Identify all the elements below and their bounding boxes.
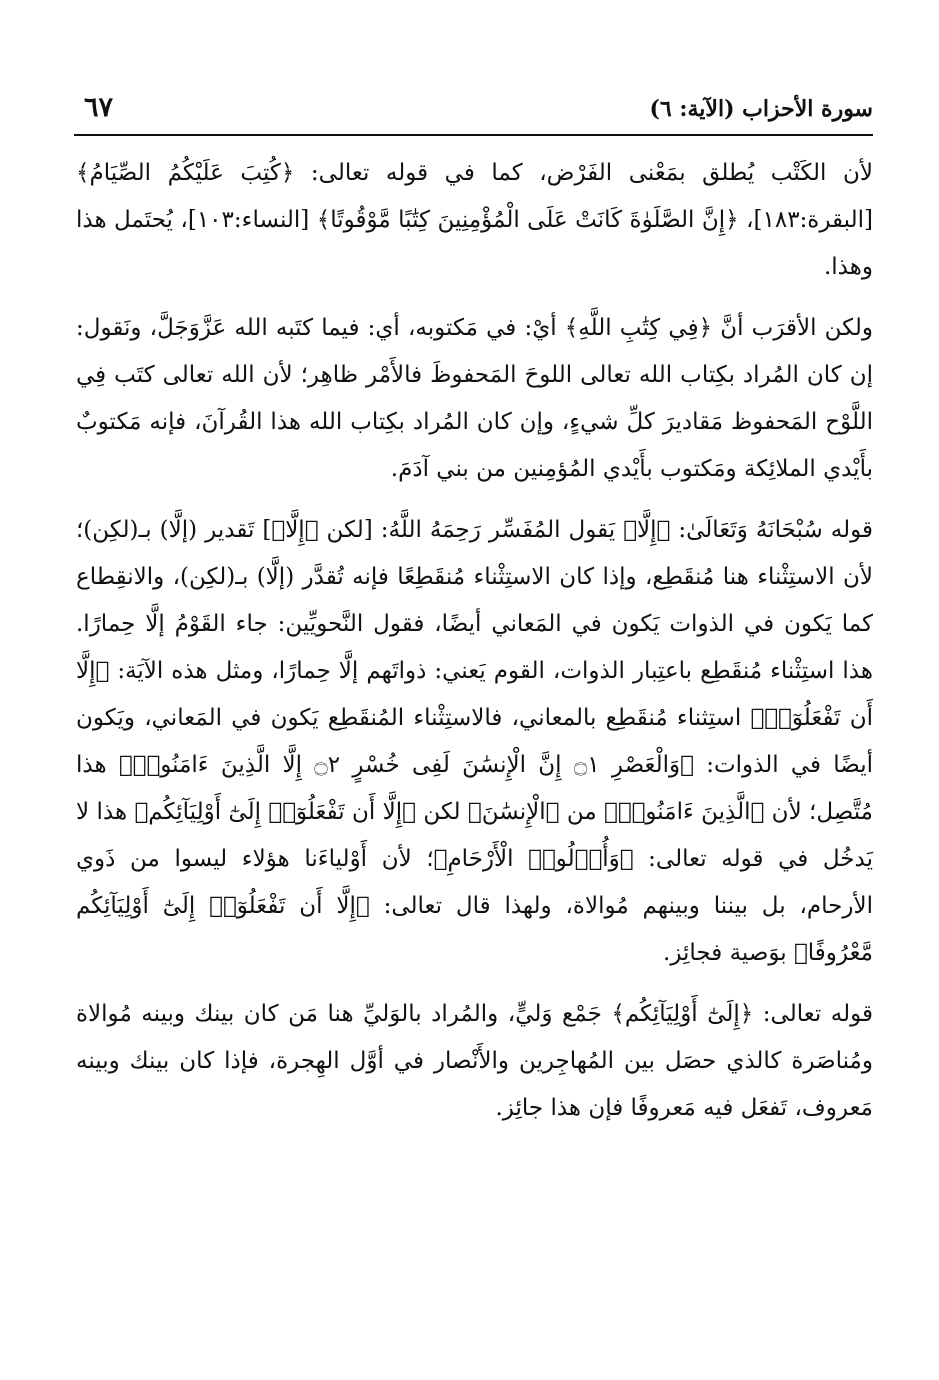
paragraph-2: ولكن الأقرَب أنَّ ﴿فِي كِتَٰبِ اللَّهِ﴾ أيْ: في مَكتوبه، أي: فيما كتَبه الله عَزَّوَجَلَّ، ونَقول: إن كان المُراد بكِتاب الله تعالى اللوحَ المَحفوظَ فالأَمْر ظاهِر؛ لأن الله تعالى كتَب فِي اللَّوْح المَحفوظ مَقاديرَ كلِّ شيءٍ، وإن كان المُراد بكِتاب الله هذا القُرآنَ، فإنه مَكتوبٌ بأَيْدي الملائِكة ومَكتوب بأَيْدي المُؤمِنين من بني آدَمَ. xyxy=(76,315,873,482)
surah-title: سورة الأحزاب (الآية: ٦) xyxy=(649,96,873,122)
page-header xyxy=(74,92,873,132)
paragraph-4: قوله تعالى: ﴿إِلَىٰٓ أَوْلِيَآئِكُم﴾ جَمْع وَليٍّ، والمُراد بالوَليِّ هنا مَن كان بينك وبينه مُوالاة ومُناصَرة كالذي حصَل بين المُهاجِرين والأَنْصار في أوَّل الهِجرة، فإذا كان بينك وبينه مَعروف، تَفعَل فيه مَعروفًا فإن هذا جائِز. xyxy=(76,1001,873,1121)
page-body xyxy=(76,150,873,1146)
header-divider xyxy=(74,134,873,136)
paragraph-3: قوله سُبْحَانَهُ وَتَعَالَىٰ: ﴿إِلَّا﴾ يَقول المُفَسِّر رَحِمَهُ اللَّهُ: [لكن ﴿إِلَّا﴾] تَقدير (إلَّا) بـ(لكِن)؛ لأن الاستِثْناء هنا مُنقَطِع، وإذا كان الاستِثْناء مُنقَطِعًا فإنه تُقدَّر (إلَّا) بـ(لكِن)، والانقِطاع كما يَكون في الذوات يَكون في المَعاني أيضًا، فقول النَّحويِّين: جاء القَوْمُ إلَّا حِمارًا. هذا استِثْناء مُنقَطِع باعتِبار الذوات، القوم يَعني: ذواتَهم إلَّا حِمارًا، ومثل هذه الآيَة: ﴿إِلَّا أَن تَفْعَلُوٓا۟﴾ استِثناء مُنقَطِع بالمعاني، فالاستِثْناء المُنقَطِع يَكون في المَعاني، ويَكون أيضًا في الذوات: ﴿وَالْعَصْرِ ۝١ إِنَّ الْإِنسَٰنَ لَفِى خُسْرٍ ۝٢ إِلَّا الَّذِينَ ءَامَنُوا۟﴾ هذا مُتَّصِل؛ لأن ﴿الَّذِينَ ءَامَنُوا۟﴾ من ﴿الْإِنسَٰنَ﴾ لكن ﴿إِلَّا أَن تَفْعَلُوٓا۟ إِلَىٰٓ أَوْلِيَآئِكُم﴾ هذا لا يَدخُل في قوله تعالى: ﴿وَأُو۟لُوا۟ الْأَرْحَامِ﴾؛ لأن أَوْلياءَنا هؤلاء ليسوا من ذَوي الأرحام، بل بيننا وبينهم مُوالاة، ولهذا قال تعالى: ﴿إِلَّا أَن تَفْعَلُوٓا۟ إِلَىٰٓ أَوْلِيَآئِكُم مَّعْرُوفًا﴾ بوَصية فجائِز. xyxy=(76,517,874,966)
page-number: ٦٧ xyxy=(84,92,114,123)
paragraph-1: لأن الكَتْب يُطلق بمَعْنى الفَرْض، كما في قوله تعالى: ﴿كُتِبَ عَلَيْكُمُ الصِّيَامُ﴾ [البقرة:١٨٣]، ﴿إِنَّ الصَّلَوٰةَ كَانَتْ عَلَى الْمُؤْمِنِينَ كِتَٰبًا مَّوْقُوتًا﴾ [النساء:١٠٣]، يُحتَمل هذا وهذا. xyxy=(76,160,873,280)
